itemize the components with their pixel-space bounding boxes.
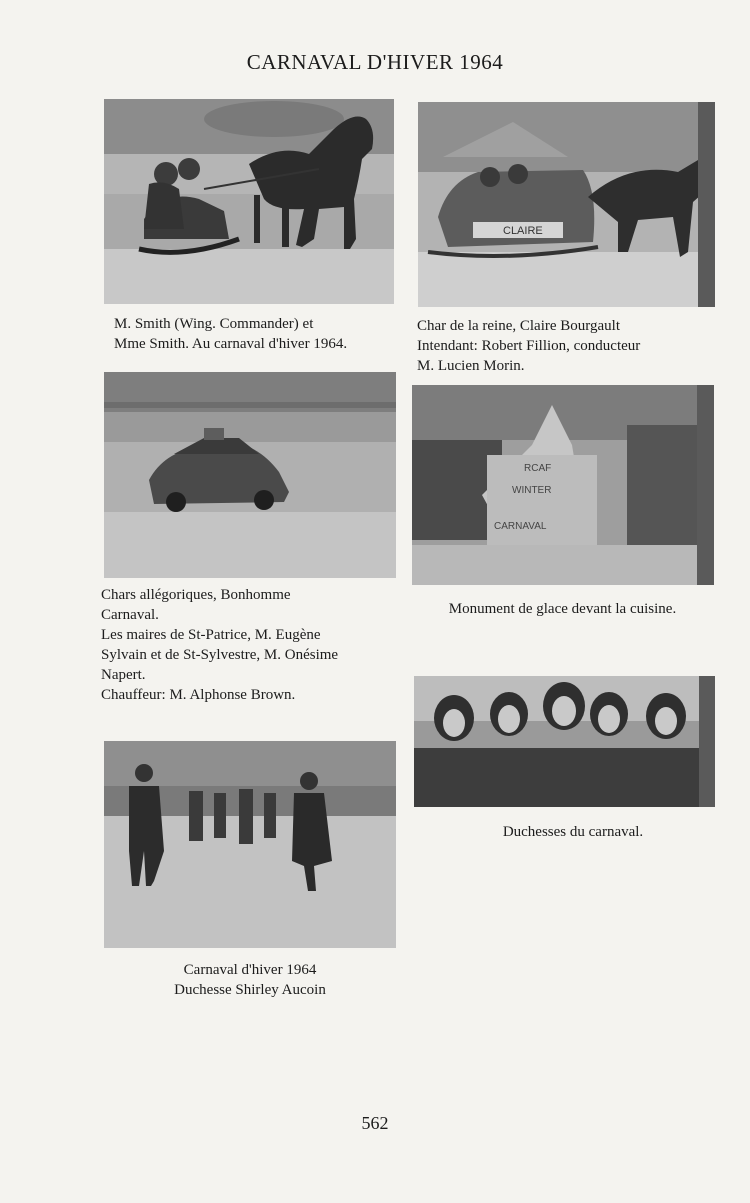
photo-duchess-aucoin xyxy=(104,741,396,948)
caption-line: Napert. xyxy=(101,667,146,683)
caption-line: Chars allégoriques, Bonhomme xyxy=(101,587,291,603)
caption-photo4 xyxy=(410,599,715,619)
caption-photo2 xyxy=(417,316,706,376)
caption-photo1 xyxy=(114,314,397,354)
caption-line: Carnaval d'hiver 1964 xyxy=(183,962,317,978)
caption-line: Intendant: Robert Fillion, conducteur xyxy=(417,338,641,354)
photo-parade-car xyxy=(104,372,396,578)
photo-horse-sleigh xyxy=(104,99,394,304)
caption-line: Carnaval. xyxy=(101,607,159,623)
caption-line: Les maires de St-Patrice, M. Eugène xyxy=(101,627,321,643)
caption-photo6 xyxy=(104,960,396,1000)
caption-line: Duchesse Shirley Aucoin xyxy=(174,982,326,998)
ice-sign-line1: RCAF xyxy=(524,463,552,474)
page-number: 562 xyxy=(361,1113,389,1133)
photo-duchesses xyxy=(414,676,715,807)
caption-line: M. Lucien Morin. xyxy=(417,358,525,374)
ice-sign-line2: WINTER xyxy=(512,485,552,496)
photo-queen-float xyxy=(418,102,715,307)
caption-line: Sylvain et de St-Sylvestre, M. Onésime xyxy=(101,647,339,663)
caption-line: Char de la reine, Claire Bourgault xyxy=(417,318,620,334)
page-title: CARNAVAL D'HIVER 1964 xyxy=(246,50,504,74)
caption-line: Mme Smith. Au carnaval d'hiver 1964. xyxy=(114,336,348,352)
caption-line: Chauffeur: M. Alphonse Brown. xyxy=(101,687,296,703)
caption-line: Monument de glace devant la cuisine. xyxy=(448,601,677,617)
caption-photo5 xyxy=(414,822,732,842)
ice-sign-line3: CARNAVAL xyxy=(494,521,547,532)
photo-ice-monument xyxy=(412,385,714,585)
caption-photo3 xyxy=(101,585,398,705)
sleigh-plate-text: CLAIRE xyxy=(503,225,543,237)
caption-line: M. Smith (Wing. Commander) et xyxy=(114,316,314,332)
caption-line: Duchesses du carnaval. xyxy=(502,824,644,840)
